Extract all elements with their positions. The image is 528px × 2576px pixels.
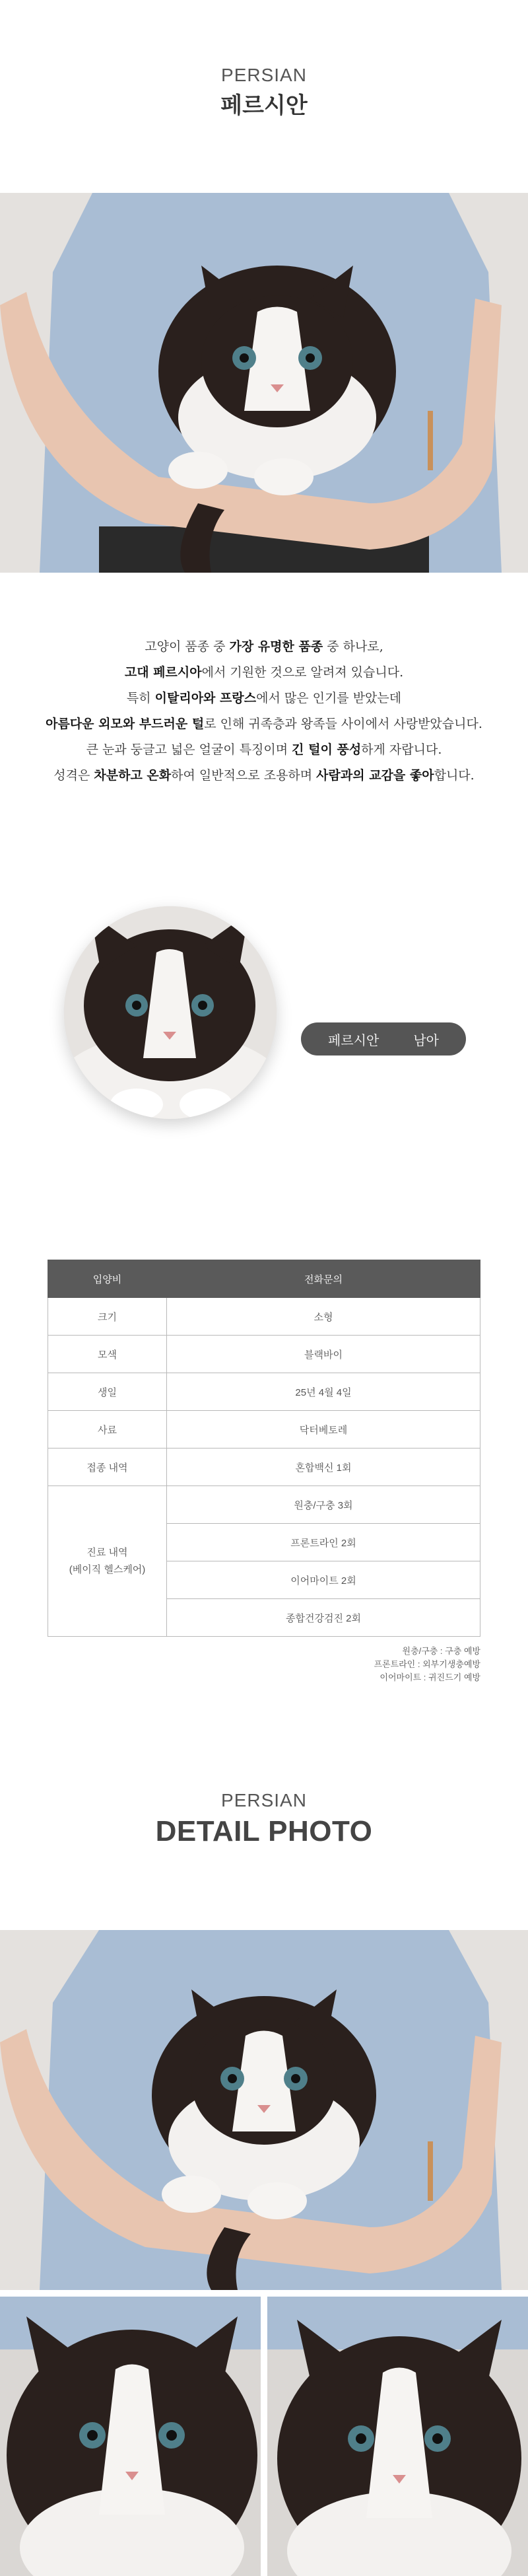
- intro-line-5: 큰 눈과 둥글고 넓은 얼굴이 특징이며 긴 털이 풍성하게 자랍니다.: [86, 742, 442, 757]
- row-value: 닥터베토레: [167, 1411, 480, 1449]
- adoption-fee-label: 입양비: [48, 1260, 167, 1298]
- detail-photo-3: [267, 2297, 528, 2576]
- table-row: [48, 1298, 480, 1336]
- table-row: [48, 1449, 480, 1486]
- header-eng-title: PERSIAN: [221, 65, 307, 85]
- adoption-fee-value: 전화문의: [167, 1260, 480, 1298]
- row-value: 소형: [167, 1298, 480, 1336]
- note-item: 이어마이트 : 귀진드기 예방: [380, 1672, 480, 1682]
- sex-label: 남아: [413, 1032, 439, 1048]
- detail-photo-2: [0, 2297, 261, 2576]
- care-notes: [374, 1645, 480, 1684]
- row-value: 혼합백신 1회: [167, 1449, 480, 1486]
- note-item: 원충/구충 : 구충 예방: [402, 1646, 480, 1656]
- detail-header: [0, 1790, 528, 1848]
- main-kitten-photo: [0, 193, 528, 573]
- table-row: [48, 1373, 480, 1411]
- care-item: 원충/구충 3회: [167, 1486, 480, 1524]
- care-item: 이어마이트 2회: [167, 1561, 480, 1599]
- intro-line-4: 아름다운 외모와 부드러운 털로 인해 귀족층과 왕족들 사이에서 사랑받았습니다.: [46, 717, 482, 731]
- profile-badge: [301, 1022, 466, 1055]
- table-row: [48, 1486, 480, 1524]
- intro-line-2: 고대 페르시아에서 기원한 것으로 알려져 있습니다.: [124, 665, 404, 680]
- detail-title: DETAIL PHOTO: [155, 1815, 373, 1847]
- row-value: 블랙바이: [167, 1336, 480, 1373]
- care-item: 프론트라인 2회: [167, 1524, 480, 1561]
- breed-description: [0, 634, 528, 789]
- row-value: 25년 4월 4일: [167, 1373, 480, 1411]
- row-label: 사료: [48, 1411, 167, 1449]
- kitten-avatar: [64, 906, 277, 1119]
- header-kor-title: 페르시안: [220, 92, 308, 119]
- detail-eng-title: PERSIAN: [221, 1790, 307, 1810]
- table-row: [48, 1411, 480, 1449]
- breed-label: 페르시안: [328, 1032, 380, 1048]
- note-item: 프론트라인 : 외부기생충예방: [374, 1659, 480, 1669]
- care-history-label: 진료 내역 (베이직 헬스케어): [48, 1486, 167, 1637]
- row-label: 모색: [48, 1336, 167, 1373]
- page-header: [0, 65, 528, 120]
- intro-line-6: 성격은 차분하고 온화하여 일반적으로 조용하며 사람과의 교감을 좋아합니다.: [53, 768, 475, 783]
- table-header-row: [48, 1260, 480, 1298]
- intro-line-3: 특히 이탈리아와 프랑스에서 많은 인기를 받았는데: [126, 691, 402, 705]
- care-item: 종합건강검진 2회: [167, 1599, 480, 1637]
- info-table: [48, 1260, 480, 1637]
- row-label: 크기: [48, 1298, 167, 1336]
- intro-line-1: 고양이 품종 중 가장 유명한 품종 중 하나로,: [145, 639, 383, 654]
- detail-photo-1: [0, 1930, 528, 2290]
- row-label: 접종 내역: [48, 1449, 167, 1486]
- row-label: 생일: [48, 1373, 167, 1411]
- table-row: [48, 1336, 480, 1373]
